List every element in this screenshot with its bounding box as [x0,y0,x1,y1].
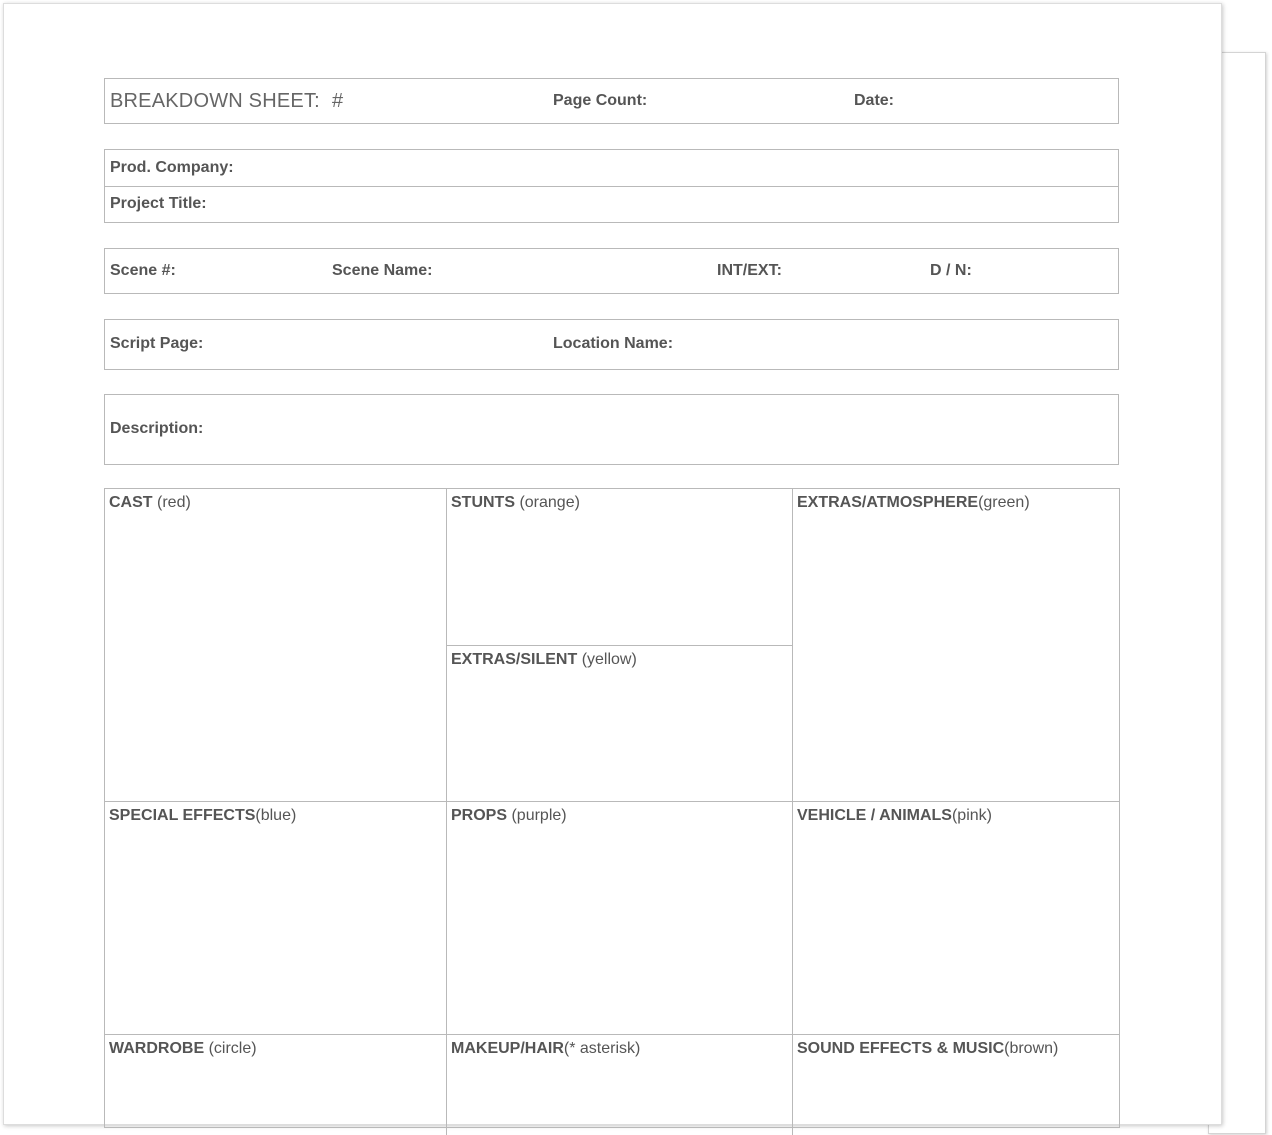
extras-silent-cell [447,646,793,802]
project-title-label: Project Title: [110,195,207,212]
prod-company-label: Prod. Company: [110,159,234,176]
description-box [104,394,1119,465]
cast-note: (red) [157,494,191,511]
extras-silent-name: EXTRAS/SILENT [451,651,578,668]
stunts-name: STUNTS [451,494,515,511]
extras-atmosphere-note: (green) [978,494,1030,511]
sound-music-name: SOUND EFFECTS & MUSIC [797,1040,1005,1057]
special-effects-name: SPECIAL EFFECTS [109,807,256,824]
special-effects-note: (blue) [255,807,297,824]
wardrobe-cell [105,1035,447,1135]
location-name-label: Location Name: [553,335,674,352]
stunts-cell [447,489,793,646]
script-location-box [104,319,1119,370]
day-night-label: D / N: [930,262,972,279]
extras-atmosphere-name: EXTRAS/ATMOSPHERE [797,494,979,511]
makeup-hair-note: (* asterisk) [563,1040,641,1057]
script-page-label: Script Page: [110,335,204,352]
sound-music-note: (brown) [1004,1040,1059,1057]
header-box [104,78,1119,124]
cast-cell [105,489,447,802]
wardrobe-note: (circle) [208,1040,257,1057]
divider [105,186,1118,187]
props-name: PROPS [451,807,508,824]
breakdown-sheet-page [3,3,1222,1125]
makeup-hair-cell [447,1035,793,1135]
props-cell [447,802,793,1035]
date-label: Date: [854,92,895,109]
vehicle-animals-cell [793,802,1119,1035]
makeup-hair-name: MAKEUP/HAIR [451,1040,564,1057]
vehicle-animals-note: (pink) [951,807,992,824]
page-count-label: Page Count: [553,92,648,109]
scene-name-label: Scene Name: [332,262,433,279]
description-label: Description: [110,420,204,437]
vehicle-animals-name: VEHICLE / ANIMALS [797,807,952,824]
production-box [104,149,1119,223]
extras-silent-note: (yellow) [581,651,637,668]
breakdown-category-grid [104,488,1120,1128]
sound-music-cell [793,1035,1119,1135]
scene-box [104,248,1119,294]
extras-atmosphere-cell [793,489,1119,802]
wardrobe-name: WARDROBE [109,1040,205,1057]
stunts-note: (orange) [519,494,580,511]
cast-name: CAST [109,494,153,511]
sheet-title: BREAKDOWN SHEET: [110,90,320,112]
props-note: (purple) [511,807,567,824]
int-ext-label: INT/EXT: [717,262,782,279]
scene-number-label: Scene #: [110,262,176,279]
sheet-number-hash: # [332,90,344,112]
special-effects-cell [105,802,447,1035]
